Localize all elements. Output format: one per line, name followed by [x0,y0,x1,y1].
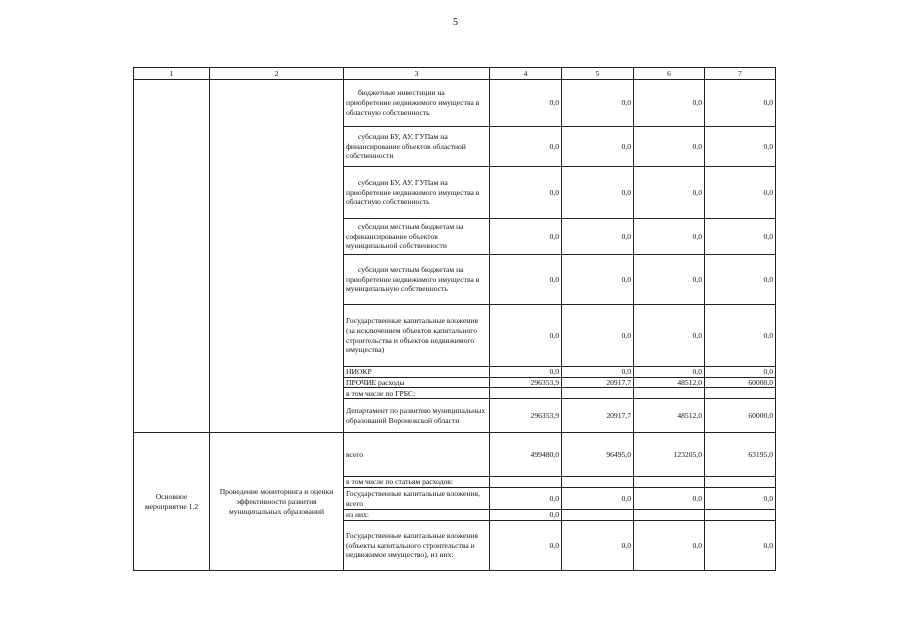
column-header-3: 3 [344,68,490,80]
value-cell-col-4: 0,0 [490,80,562,127]
value-cell-col-5: 20917,7 [562,377,634,388]
value-cell-col-6 [634,510,705,521]
table-row [134,80,776,127]
value-cell-col-4: 296353,9 [490,377,562,388]
expense-label: субсидии местным бюджетам на приобретение недвижимого имущества в муниципальную собственность [346,264,480,294]
value-cell-col-5: 0,0 [562,219,634,255]
expense-label-cell [344,510,490,521]
expense-label: субсидии БУ, АУ, ГУПам на финансирование объектов областной собственности [346,131,466,161]
value-cell-col-4: 0,0 [490,520,562,570]
value-cell-col-6: 0,0 [634,219,705,255]
column-header-5: 5 [562,68,634,80]
value-cell-col-6: 48512,0 [634,377,705,388]
expense-label: из них: [346,510,369,520]
value-cell-col-7: 0,0 [705,80,776,127]
expense-label: Государственные капитальные вложения (объекты капитального строительства и недвижимое имущество), из них: [346,530,478,560]
expense-label-cell [344,399,490,433]
value-cell-col-6: 0,0 [634,255,705,305]
value-cell-col-6: 0,0 [634,520,705,570]
expense-label-cell [344,127,490,167]
column-header-4: 4 [490,68,562,80]
column-header-2: 2 [210,68,344,80]
value-cell-col-4: 0,0 [490,127,562,167]
value-cell-col-4: 0,0 [490,219,562,255]
value-cell-col-7: 63195,0 [705,433,776,477]
activity-code-cell: Основное мероприятие 1.2 [134,433,210,570]
value-cell-col-5 [562,388,634,399]
expense-label: в том числе по статьям расходов: [346,477,453,487]
value-cell-col-7: 0,0 [705,367,776,378]
value-cell-col-5: 0,0 [562,167,634,219]
value-cell-col-4: 296353,9 [490,399,562,433]
expense-label: Государственные капитальные вложения, всего [346,488,480,508]
value-cell-col-4: 499480,0 [490,433,562,477]
expense-label: Департамент по развитию муниципальных образований Воронежской области [346,406,486,425]
value-cell-col-5: 0,0 [562,488,634,510]
value-cell-col-4 [490,388,562,399]
expense-label-cell [344,167,490,219]
activity-name-cell: Проведение мониторинга и оценки эффективности развития муниципальных образований [210,433,344,570]
expense-label-cell [344,488,490,510]
table-row [134,433,776,477]
column-header-1: 1 [134,68,210,80]
value-cell-col-6: 0,0 [634,305,705,367]
value-cell-col-7 [705,477,776,488]
value-cell-col-7: 0,0 [705,167,776,219]
expense-label-cell [344,255,490,305]
expense-label-cell [344,520,490,570]
value-cell-col-6: 0,0 [634,167,705,219]
budget-table [133,67,776,571]
expense-label-cell [344,305,490,367]
value-cell-col-4: 0,0 [490,305,562,367]
value-cell-col-6: 0,0 [634,127,705,167]
value-cell-col-4: 0,0 [490,367,562,378]
expense-label: НИОКР [346,367,372,376]
expense-label-cell [344,367,490,378]
expense-label-cell [344,388,490,399]
value-cell-col-5 [562,510,634,521]
value-cell-col-5: 0,0 [562,255,634,305]
value-cell-col-4: 0,0 [490,510,562,521]
expense-label-cell [344,80,490,127]
value-cell-col-5: 0,0 [562,80,634,127]
expense-label: субсидии местным бюджетам на софинансирование объектов муниципальной собственности [346,221,464,251]
value-cell-col-6: 123205,0 [634,433,705,477]
header-row [134,68,776,80]
value-cell-col-6: 0,0 [634,80,705,127]
value-cell-col-5: 0,0 [562,305,634,367]
value-cell-col-5: 20917,7 [562,399,634,433]
value-cell-col-6 [634,388,705,399]
value-cell-col-7: 0,0 [705,305,776,367]
value-cell-col-7: 0,0 [705,127,776,167]
value-cell-col-7: 0,0 [705,255,776,305]
expense-label: в том числе по ГРБС: [346,388,416,398]
expense-label-cell [344,477,490,488]
value-cell-col-5 [562,477,634,488]
expense-label: субсидии БУ, АУ, ГУПам на приобретение недвижимого имущества в областную собственность [346,177,480,207]
value-cell-col-7: 60000,0 [705,399,776,433]
value-cell-col-6: 48512,0 [634,399,705,433]
value-cell-col-7: 60000,0 [705,377,776,388]
value-cell-col-5: 96495,0 [562,433,634,477]
value-cell-col-7 [705,510,776,521]
expense-label-cell [344,219,490,255]
value-cell-col-7 [705,388,776,399]
value-cell-col-7: 0,0 [705,219,776,255]
expense-label: Государственные капитальные вложения (за исключением объектов капитального строительства и объектов недвижимого имущества) [346,316,478,355]
expense-label-cell [344,377,490,388]
value-cell-col-6: 0,0 [634,367,705,378]
group-cell-c2 [210,80,344,433]
value-cell-col-6: 0,0 [634,488,705,510]
expense-label: ПРОЧИЕ расходы [346,377,405,387]
value-cell-col-7: 0,0 [705,488,776,510]
value-cell-col-5: 0,0 [562,367,634,378]
value-cell-col-4: 0,0 [490,167,562,219]
value-cell-col-5: 0,0 [562,520,634,570]
column-header-6: 6 [634,68,705,80]
table-body [134,80,776,571]
expense-label-cell [344,433,490,477]
value-cell-col-7: 0,0 [705,520,776,570]
column-header-7: 7 [705,68,776,80]
value-cell-col-5: 0,0 [562,127,634,167]
value-cell-col-4 [490,477,562,488]
page-number: 5 [453,17,458,28]
value-cell-col-4: 0,0 [490,488,562,510]
value-cell-col-6 [634,477,705,488]
value-cell-col-4: 0,0 [490,255,562,305]
group-cell-c1 [134,80,210,433]
expense-label: всего [346,450,364,460]
expense-label: бюджетные инвестиции на приобретение недвижимого имущества в областную собственность [346,88,480,117]
